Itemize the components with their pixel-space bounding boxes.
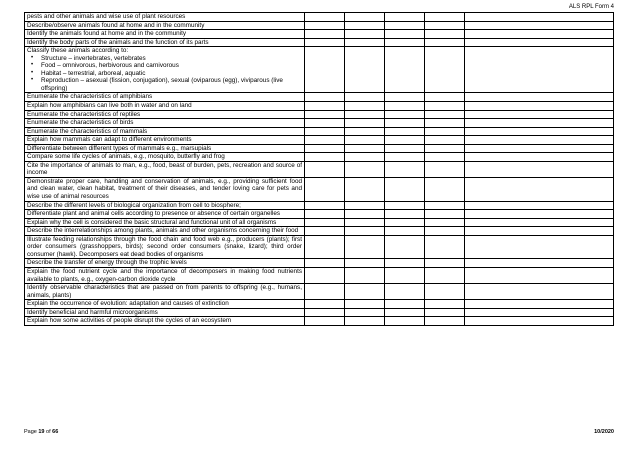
table-row: [25, 300, 614, 309]
classification-item: • Habitat – terrestrial, arboreal, aquatic: [41, 70, 302, 78]
rating-cell[interactable]: [465, 259, 614, 268]
rating-cell[interactable]: [305, 267, 345, 283]
rating-cell[interactable]: [425, 267, 465, 283]
rating-cell[interactable]: [425, 201, 465, 210]
rating-cell[interactable]: [465, 161, 614, 177]
competency-text: Explain the food nutrient cycle and the importance of decomposers in making food nutrients available to plants, e.g., oxygen-carbon dioxide cycle: [27, 267, 302, 283]
competency-text: Illustrate feeding relationships through the food chain and food web e.g., producers (plants); first order consumers (grasshoppers, birds); second order consumers (snake, lizard); third order consumer (hawk). Decomposers eat dead bodies of organisms: [27, 235, 302, 258]
competency-cell: [25, 119, 305, 128]
rating-cell[interactable]: [345, 47, 385, 93]
table-row: [25, 177, 614, 201]
rating-cell[interactable]: [345, 161, 385, 177]
rating-cell[interactable]: [465, 136, 614, 145]
rating-cell[interactable]: [305, 110, 345, 119]
competency-cell: [25, 144, 305, 153]
rating-cell[interactable]: [425, 38, 465, 47]
rating-cell[interactable]: [465, 38, 614, 47]
rating-cell[interactable]: [345, 308, 385, 317]
rating-cell[interactable]: [345, 235, 385, 259]
competency-cell: [25, 30, 305, 39]
rating-cell[interactable]: [385, 317, 425, 326]
rating-cell[interactable]: [305, 127, 345, 136]
classification-list: [27, 55, 302, 93]
competency-cell: [25, 227, 305, 236]
rating-cell[interactable]: [465, 317, 614, 326]
rating-cell[interactable]: [385, 13, 425, 22]
competency-text: Identify observable characteristics that are passed on from parents to offspring (e.g., humans, animals, plants): [27, 284, 302, 299]
rating-cell[interactable]: [465, 308, 614, 317]
rating-cell[interactable]: [425, 161, 465, 177]
rating-cell[interactable]: [425, 218, 465, 227]
rating-cell[interactable]: [465, 119, 614, 128]
competency-table: [24, 12, 614, 326]
page-total: 66: [52, 429, 59, 435]
competency-text: Enumerate the characteristics of birds: [27, 119, 134, 127]
rating-cell[interactable]: [345, 300, 385, 309]
rating-cell[interactable]: [465, 300, 614, 309]
competency-cell: [25, 161, 305, 177]
competency-cell: [25, 102, 305, 111]
page-of: of: [44, 429, 53, 435]
competency-cell: [25, 235, 305, 259]
rating-cell[interactable]: [425, 93, 465, 102]
rating-cell[interactable]: [345, 153, 385, 162]
rating-cell[interactable]: [345, 284, 385, 300]
rating-cell[interactable]: [345, 102, 385, 111]
rating-cell[interactable]: [305, 218, 345, 227]
rating-cell[interactable]: [425, 227, 465, 236]
table-row: [25, 235, 614, 259]
rating-cell[interactable]: [465, 153, 614, 162]
rating-cell[interactable]: [385, 21, 425, 30]
rating-cell[interactable]: [425, 210, 465, 219]
rating-cell[interactable]: [385, 259, 425, 268]
rating-cell[interactable]: [305, 284, 345, 300]
rating-cell[interactable]: [385, 119, 425, 128]
rating-cell[interactable]: [385, 127, 425, 136]
rating-cell[interactable]: [305, 102, 345, 111]
rating-cell[interactable]: [345, 177, 385, 201]
rating-cell[interactable]: [465, 201, 614, 210]
table-row: [25, 259, 614, 268]
competency-cell: [25, 127, 305, 136]
rating-cell[interactable]: [425, 136, 465, 145]
rating-cell[interactable]: [465, 227, 614, 236]
rating-cell[interactable]: [305, 161, 345, 177]
competency-text: Describe the transfer of energy through the trophic levels: [27, 259, 187, 267]
rating-cell[interactable]: [305, 308, 345, 317]
rating-cell[interactable]: [385, 38, 425, 47]
rating-cell[interactable]: [425, 30, 465, 39]
rating-cell[interactable]: [465, 144, 614, 153]
competency-cell: [25, 218, 305, 227]
rating-cell[interactable]: [385, 30, 425, 39]
rating-cell[interactable]: [345, 38, 385, 47]
competency-cell: [25, 201, 305, 210]
rating-cell[interactable]: [385, 110, 425, 119]
table-row: [25, 308, 614, 317]
rating-cell[interactable]: [305, 38, 345, 47]
competency-cell: [25, 110, 305, 119]
competency-cell: [25, 300, 305, 309]
competency-text: Explain how amphibians can live both in water and on land: [27, 102, 192, 110]
rating-cell[interactable]: [465, 21, 614, 30]
rating-cell[interactable]: [345, 227, 385, 236]
rating-cell[interactable]: [305, 300, 345, 309]
competency-cell: [25, 284, 305, 300]
competency-text: Describe/observe animals found at home and in the community: [27, 21, 205, 29]
rating-cell[interactable]: [465, 30, 614, 39]
rating-cell[interactable]: [425, 13, 465, 22]
rating-cell[interactable]: [465, 177, 614, 201]
competency-cell: [25, 259, 305, 268]
competency-text: Explain why the cell is considered the basic structural and functional unit of all organisms: [27, 218, 277, 226]
rating-cell[interactable]: [465, 93, 614, 102]
rating-cell[interactable]: [305, 21, 345, 30]
rating-cell[interactable]: [465, 210, 614, 219]
competency-text: Identify the animals found at home and in the community: [27, 30, 187, 38]
table-row: [25, 38, 614, 47]
competency-text: Compare some life cycles of animals, e.g., mosquito, butterfly and frog: [27, 153, 225, 161]
competency-text: Explain how some activities of people disrupt the cycles of an ecosystem: [27, 317, 232, 325]
table-row: [25, 127, 614, 136]
competency-text: Enumerate the characteristics of mammals: [27, 127, 148, 135]
table-row: [25, 110, 614, 119]
rating-cell[interactable]: [385, 161, 425, 177]
rating-cell[interactable]: [345, 267, 385, 283]
rating-cell[interactable]: [425, 102, 465, 111]
rating-cell[interactable]: [465, 127, 614, 136]
rating-cell[interactable]: [425, 284, 465, 300]
rating-cell[interactable]: [345, 218, 385, 227]
competency-text: Describe the different levels of biological organization from cell to biosphere;: [27, 201, 241, 209]
rating-cell[interactable]: [425, 308, 465, 317]
competency-cell: [25, 308, 305, 317]
rating-cell[interactable]: [385, 218, 425, 227]
rating-cell[interactable]: [305, 47, 345, 93]
table-row: [25, 13, 614, 22]
rating-cell[interactable]: [465, 235, 614, 259]
rating-cell[interactable]: [305, 210, 345, 219]
table-row: [25, 153, 614, 162]
rating-cell[interactable]: [465, 110, 614, 119]
rating-cell[interactable]: [345, 144, 385, 153]
rating-cell[interactable]: [425, 317, 465, 326]
table-row: [25, 93, 614, 102]
rating-cell[interactable]: [305, 119, 345, 128]
competency-text: Enumerate the characteristics of reptiles: [27, 110, 141, 118]
rating-cell[interactable]: [345, 201, 385, 210]
rating-cell[interactable]: [305, 153, 345, 162]
rating-cell[interactable]: [425, 21, 465, 30]
rating-cell[interactable]: [345, 210, 385, 219]
rating-cell[interactable]: [305, 259, 345, 268]
rating-cell[interactable]: [305, 144, 345, 153]
footer-date: 10/2020: [594, 429, 614, 435]
rating-cell[interactable]: [345, 136, 385, 145]
rating-cell[interactable]: [345, 30, 385, 39]
rating-cell[interactable]: [305, 201, 345, 210]
form-label: ALS RPL Form 4: [568, 4, 614, 10]
competency-cell: [25, 136, 305, 145]
rating-cell[interactable]: [385, 201, 425, 210]
rating-cell[interactable]: [465, 47, 614, 93]
rating-cell[interactable]: [465, 218, 614, 227]
rating-cell[interactable]: [385, 136, 425, 145]
competency-cell: [25, 38, 305, 47]
rating-cell[interactable]: [345, 119, 385, 128]
competency-cell: [25, 177, 305, 201]
competency-text: Cite the importance of animals to man, e.g., food, beast of burden, pets, recreation and source of income: [27, 161, 302, 177]
competency-cell: [25, 13, 305, 22]
competency-text: Describe the interrelationships among plants, animals and other organisms concerning their food: [27, 227, 299, 235]
table-row: [25, 317, 614, 326]
table-row: [25, 47, 614, 93]
rating-cell[interactable]: [425, 300, 465, 309]
rating-cell[interactable]: [385, 210, 425, 219]
page-indicator: [24, 429, 58, 435]
rating-cell[interactable]: [465, 102, 614, 111]
table-row: [25, 201, 614, 210]
table-row: [25, 30, 614, 39]
page-prefix: Page: [24, 429, 39, 435]
rating-cell[interactable]: [465, 284, 614, 300]
competency-cell: [25, 47, 305, 93]
rating-cell[interactable]: [345, 93, 385, 102]
rating-cell[interactable]: [385, 47, 425, 93]
rating-cell[interactable]: [385, 267, 425, 283]
rating-cell[interactable]: [465, 13, 614, 22]
table-row: [25, 136, 614, 145]
rating-cell[interactable]: [345, 317, 385, 326]
competency-cell: [25, 153, 305, 162]
rating-cell[interactable]: [385, 227, 425, 236]
classification-item: • Reproduction – asexual (fission, conjugation), sexual (oviparous (egg), viviparous (live offspring): [41, 77, 302, 92]
table-row: [25, 218, 614, 227]
competency-text: Explain how mammals can adapt to different environments: [27, 136, 192, 144]
rating-cell[interactable]: [465, 267, 614, 283]
rating-cell[interactable]: [305, 177, 345, 201]
competency-text: Differentiate plant and animal cells according to presence or absence of certain organelles: [27, 210, 281, 218]
competency-cell: [25, 317, 305, 326]
competency-cell: [25, 267, 305, 283]
competency-cell: [25, 93, 305, 102]
rating-cell[interactable]: [305, 235, 345, 259]
rating-cell[interactable]: [385, 235, 425, 259]
table-row: [25, 210, 614, 219]
rating-cell[interactable]: [305, 13, 345, 22]
competency-text: Differentiate between different types of mammals e.g., marsupials: [27, 144, 212, 152]
rating-cell[interactable]: [305, 227, 345, 236]
classification-item: • Structure – invertebrates, vertebrates: [41, 55, 302, 63]
table-row: [25, 284, 614, 300]
rating-cell[interactable]: [425, 110, 465, 119]
table-row: [25, 267, 614, 283]
rating-cell[interactable]: [425, 153, 465, 162]
rating-cell[interactable]: [385, 102, 425, 111]
competency-text: pests and other animals and wise use of plant resources: [27, 13, 186, 20]
table-row: [25, 21, 614, 30]
page-number: 19: [38, 429, 45, 435]
competency-text: Classify these animals according to:: [27, 47, 129, 55]
rating-cell[interactable]: [305, 317, 345, 326]
rating-cell[interactable]: [385, 300, 425, 309]
table-row: [25, 119, 614, 128]
rating-cell[interactable]: [425, 259, 465, 268]
competency-text: Demonstrate proper care, handling and conservation of animals, e.g., providing sufficient food and clean water, clean habitat, treatment of their diseases, and tender loving care for pets and wise use of animal resources: [27, 177, 302, 201]
rating-cell[interactable]: [345, 127, 385, 136]
rating-cell[interactable]: [425, 177, 465, 201]
competency-text: Enumerate the characteristics of amphibians: [27, 93, 153, 101]
classification-item: • Food – omnivorous, herbivorous and carnivorous: [41, 62, 302, 70]
competency-table-body: [25, 13, 614, 326]
rating-cell[interactable]: [425, 127, 465, 136]
table-row: [25, 161, 614, 177]
rating-cell[interactable]: [425, 235, 465, 259]
table-row: [25, 102, 614, 111]
rating-cell[interactable]: [385, 153, 425, 162]
rating-cell[interactable]: [385, 93, 425, 102]
competency-text: Identify the body parts of the animals and the function of its parts: [27, 38, 209, 46]
rating-cell[interactable]: [305, 93, 345, 102]
rating-cell[interactable]: [305, 136, 345, 145]
rating-cell[interactable]: [425, 47, 465, 93]
rating-cell[interactable]: [425, 144, 465, 153]
rating-cell[interactable]: [305, 30, 345, 39]
competency-cell: [25, 210, 305, 219]
competency-text: Explain the occurrence of evolution: adaptation and causes of extinction: [27, 300, 229, 308]
rating-cell[interactable]: [345, 13, 385, 22]
rating-cell[interactable]: [345, 21, 385, 30]
rating-cell[interactable]: [345, 259, 385, 268]
rating-cell[interactable]: [345, 110, 385, 119]
competency-text: Identify beneficial and harmful microorganisms: [27, 308, 158, 316]
rating-cell[interactable]: [385, 308, 425, 317]
rating-cell[interactable]: [425, 119, 465, 128]
table-row: [25, 144, 614, 153]
competency-cell: [25, 21, 305, 30]
table-row: [25, 227, 614, 236]
rating-cell[interactable]: [385, 284, 425, 300]
rating-cell[interactable]: [385, 177, 425, 201]
rating-cell[interactable]: [385, 144, 425, 153]
